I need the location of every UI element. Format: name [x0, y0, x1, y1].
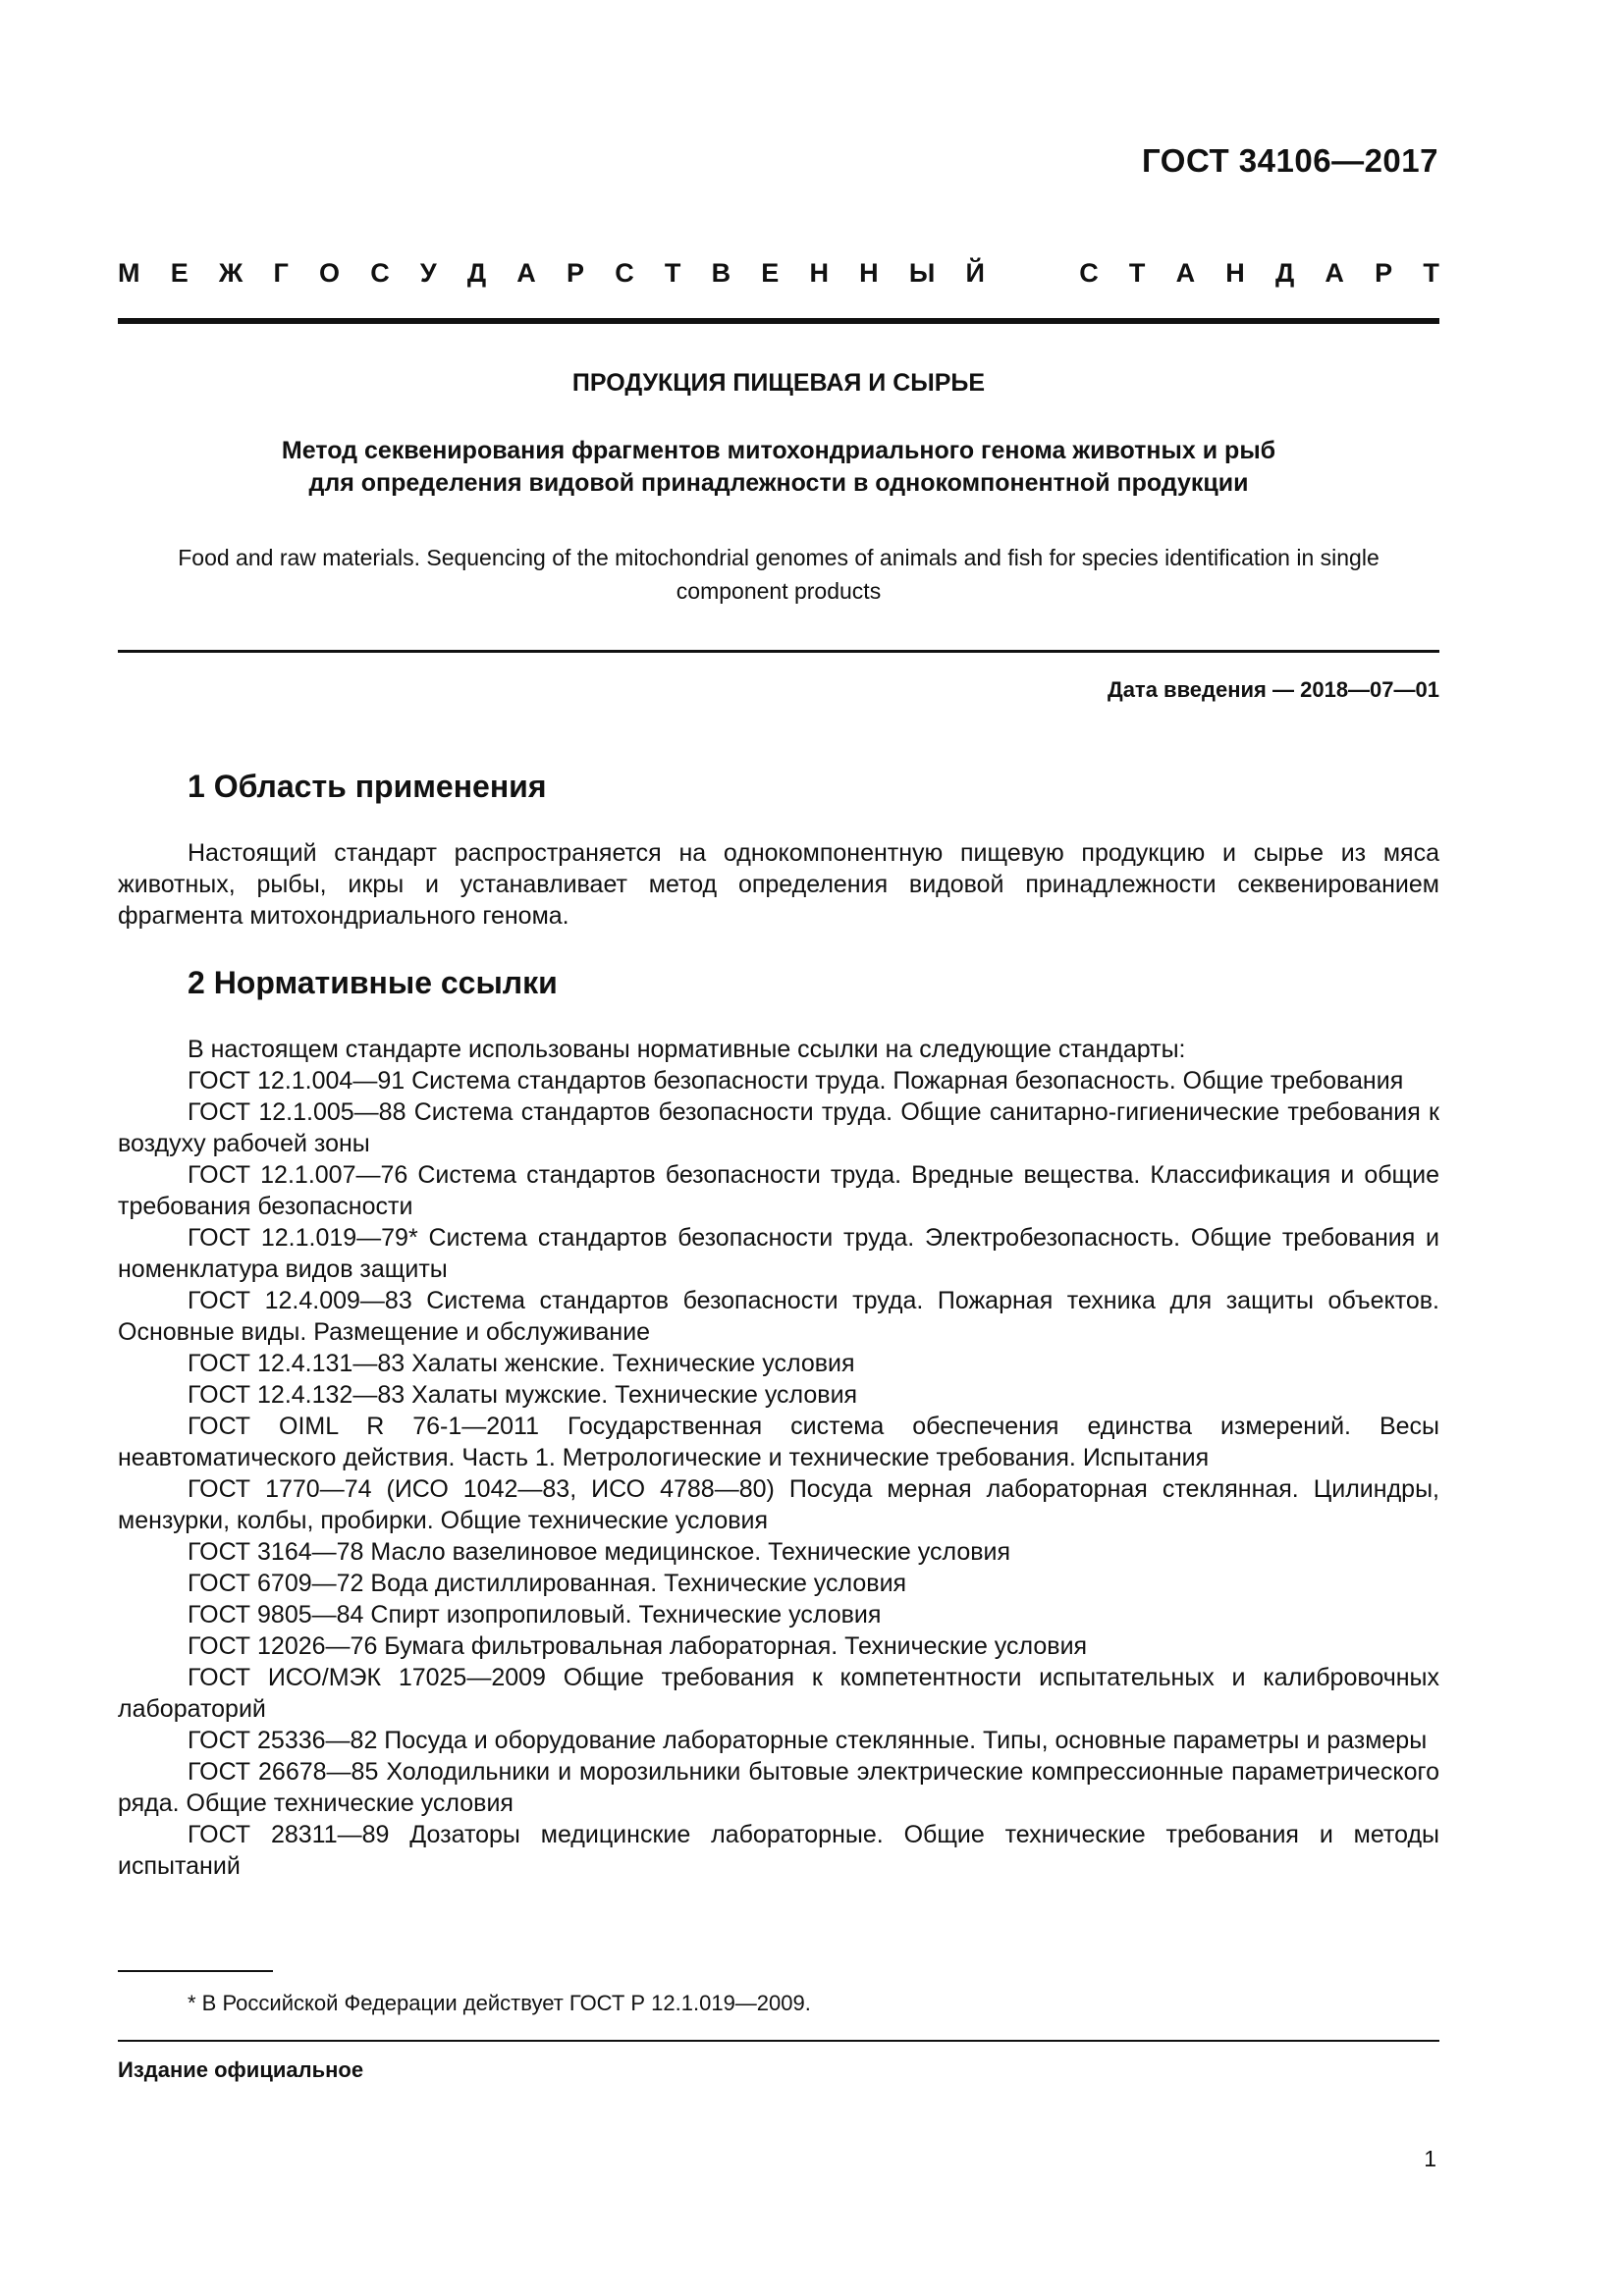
document-title: ПРОДУКЦИЯ ПИЩЕВАЯ И СЫРЬЕ	[571, 369, 986, 397]
reference-item: ГОСТ 6709—72 Вода дистиллированная. Технические условия	[188, 1570, 907, 1597]
standard-number: ГОСТ 34106—2017	[1142, 142, 1438, 179]
banner-letter: Д	[466, 258, 487, 288]
banner-letter: С	[370, 258, 390, 288]
reference-item: ГОСТ 12.4.131—83 Халаты женские. Технические условия	[188, 1350, 855, 1377]
subtitle-line-2: для определения видовой принадлежности в однокомпонентной продукции	[308, 469, 1249, 497]
section-1-paragraph: Настоящий стандарт распространяется на однокомпонентную пищевую продукцию и сырье из мяса животных, рыбы, икры и устанавливает метод определения видовой принадлежности секвенированием фрагмента митохондриального генома.	[118, 839, 1439, 930]
banner-letter: А	[1175, 258, 1196, 288]
banner-letter: Р	[1375, 258, 1393, 288]
section-1-heading: 1 Область применения	[188, 769, 547, 804]
reference-item: ГОСТ 12.4.009—83 Система стандартов безопасности труда. Пожарная техника для защиты объектов. Основные виды. Размещение и обслуживание	[118, 1287, 1439, 1346]
introduction-date: Дата введения — 2018—07—01	[1108, 677, 1439, 702]
reference-item: ГОСТ 1770—74 (ИСО 1042—83, ИСО 4788—80) Посуда мерная лабораторная стеклянная. Цилиндры, мензурки, колбы, пробирки. Общие технические условия	[118, 1475, 1439, 1534]
reference-item: ГОСТ 12.1.007—76 Система стандартов безопасности труда. Вредные вещества. Классификация и общие требования безопасности	[118, 1161, 1439, 1220]
reference-item: ГОСТ 25336—82 Посуда и оборудование лабораторные стеклянные. Типы, основные параметры и размеры	[188, 1727, 1428, 1754]
banner-letter: Д	[1274, 258, 1295, 288]
banner-letter: Т	[664, 258, 681, 288]
banner-letter: О	[318, 258, 340, 288]
banner-letter: С	[1079, 258, 1099, 288]
banner-letter: Е	[761, 258, 780, 288]
references-intro: В настоящем стандарте использованы нормативные ссылки на следующие стандарты:	[188, 1036, 1186, 1063]
footnote-divider	[118, 1970, 273, 1972]
banner-letter: Й	[965, 258, 985, 288]
section-2-heading: 2 Нормативные ссылки	[188, 965, 558, 1000]
reference-item: ГОСТ 26678—85 Холодильники и морозильники бытовые электрические компрессионные параметрического ряда. Общие технические условия	[118, 1758, 1439, 1817]
banner-letter: Н	[1225, 258, 1245, 288]
section-1-body	[118, 837, 1439, 932]
banner-letter: Р	[566, 258, 584, 288]
banner-letter: Ж	[218, 258, 243, 288]
english-title-line-2: component products	[676, 578, 882, 604]
banner-word-gap	[1015, 258, 1049, 289]
reference-item: ГОСТ 12.1.005—88 Система стандартов безопасности труда. Общие санитарно-гигиенические требования к воздуху рабочей зоны	[118, 1098, 1439, 1157]
header-divider	[118, 318, 1439, 324]
banner-letter: У	[419, 258, 437, 288]
banner-letter: М	[118, 258, 140, 288]
reference-item: ГОСТ 12.4.132—83 Халаты мужские. Технические условия	[188, 1381, 858, 1409]
subtitle-line-1: Метод секвенирования фрагментов митохондриального генома животных и рыб	[281, 437, 1276, 464]
normative-references	[118, 1034, 1439, 1882]
banner-letter: Н	[859, 258, 879, 288]
reference-item: ГОСТ 3164—78 Масло вазелиновое медицинское. Технические условия	[188, 1538, 1011, 1566]
banner-letter: Е	[170, 258, 189, 288]
reference-item: ГОСТ 28311—89 Дозаторы медицинские лабораторные. Общие технические требования и методы испытаний	[118, 1821, 1439, 1880]
edition-note: Издание официальное	[118, 2057, 364, 2082]
page-number: 1	[1424, 2146, 1436, 2171]
reference-item: ГОСТ ИСО/МЭК 17025—2009 Общие требования к компетентности испытательных и калибровочных лабораторий	[118, 1664, 1439, 1723]
footer-divider	[118, 2040, 1439, 2042]
title-divider	[118, 650, 1439, 653]
banner-letter: С	[615, 258, 634, 288]
document-subtitle	[118, 435, 1439, 500]
banner-letter: Г	[273, 258, 289, 288]
reference-item: ГОСТ 12.1.004—91 Система стандартов безопасности труда. Пожарная безопасность. Общие требования	[188, 1067, 1404, 1095]
reference-item: ГОСТ 12.1.019—79* Система стандартов безопасности труда. Электробезопасность. Общие требования и номенклатура видов защиты	[118, 1224, 1439, 1283]
banner-letter: Ы	[908, 258, 936, 288]
banner-letter: Н	[809, 258, 829, 288]
banner-letter: Т	[1128, 258, 1146, 288]
english-title-line-1: Food and raw materials. Sequencing of the mitochondrial genomes of animals and fish for species identification in single	[178, 545, 1380, 570]
banner-letter: В	[711, 258, 731, 288]
banner-letter: А	[1325, 258, 1344, 288]
banner-letter: Т	[1423, 258, 1439, 288]
footnote: * В Российской Федерации действует ГОСТ Р 12.1.019—2009.	[188, 1991, 811, 2015]
banner-letter: А	[516, 258, 536, 288]
reference-item: ГОСТ 9805—84 Спирт изопропиловый. Технические условия	[188, 1601, 882, 1629]
reference-item: ГОСТ 12026—76 Бумага фильтровальная лабораторная. Технические условия	[188, 1632, 1088, 1660]
english-title	[118, 541, 1439, 608]
reference-item: ГОСТ OIML R 76-1—2011 Государственная система обеспечения единства измерений. Весы неавтоматического действия. Часть 1. Метрологические и технические требования. Испытания	[118, 1413, 1439, 1471]
standard-type-banner	[118, 258, 1439, 289]
